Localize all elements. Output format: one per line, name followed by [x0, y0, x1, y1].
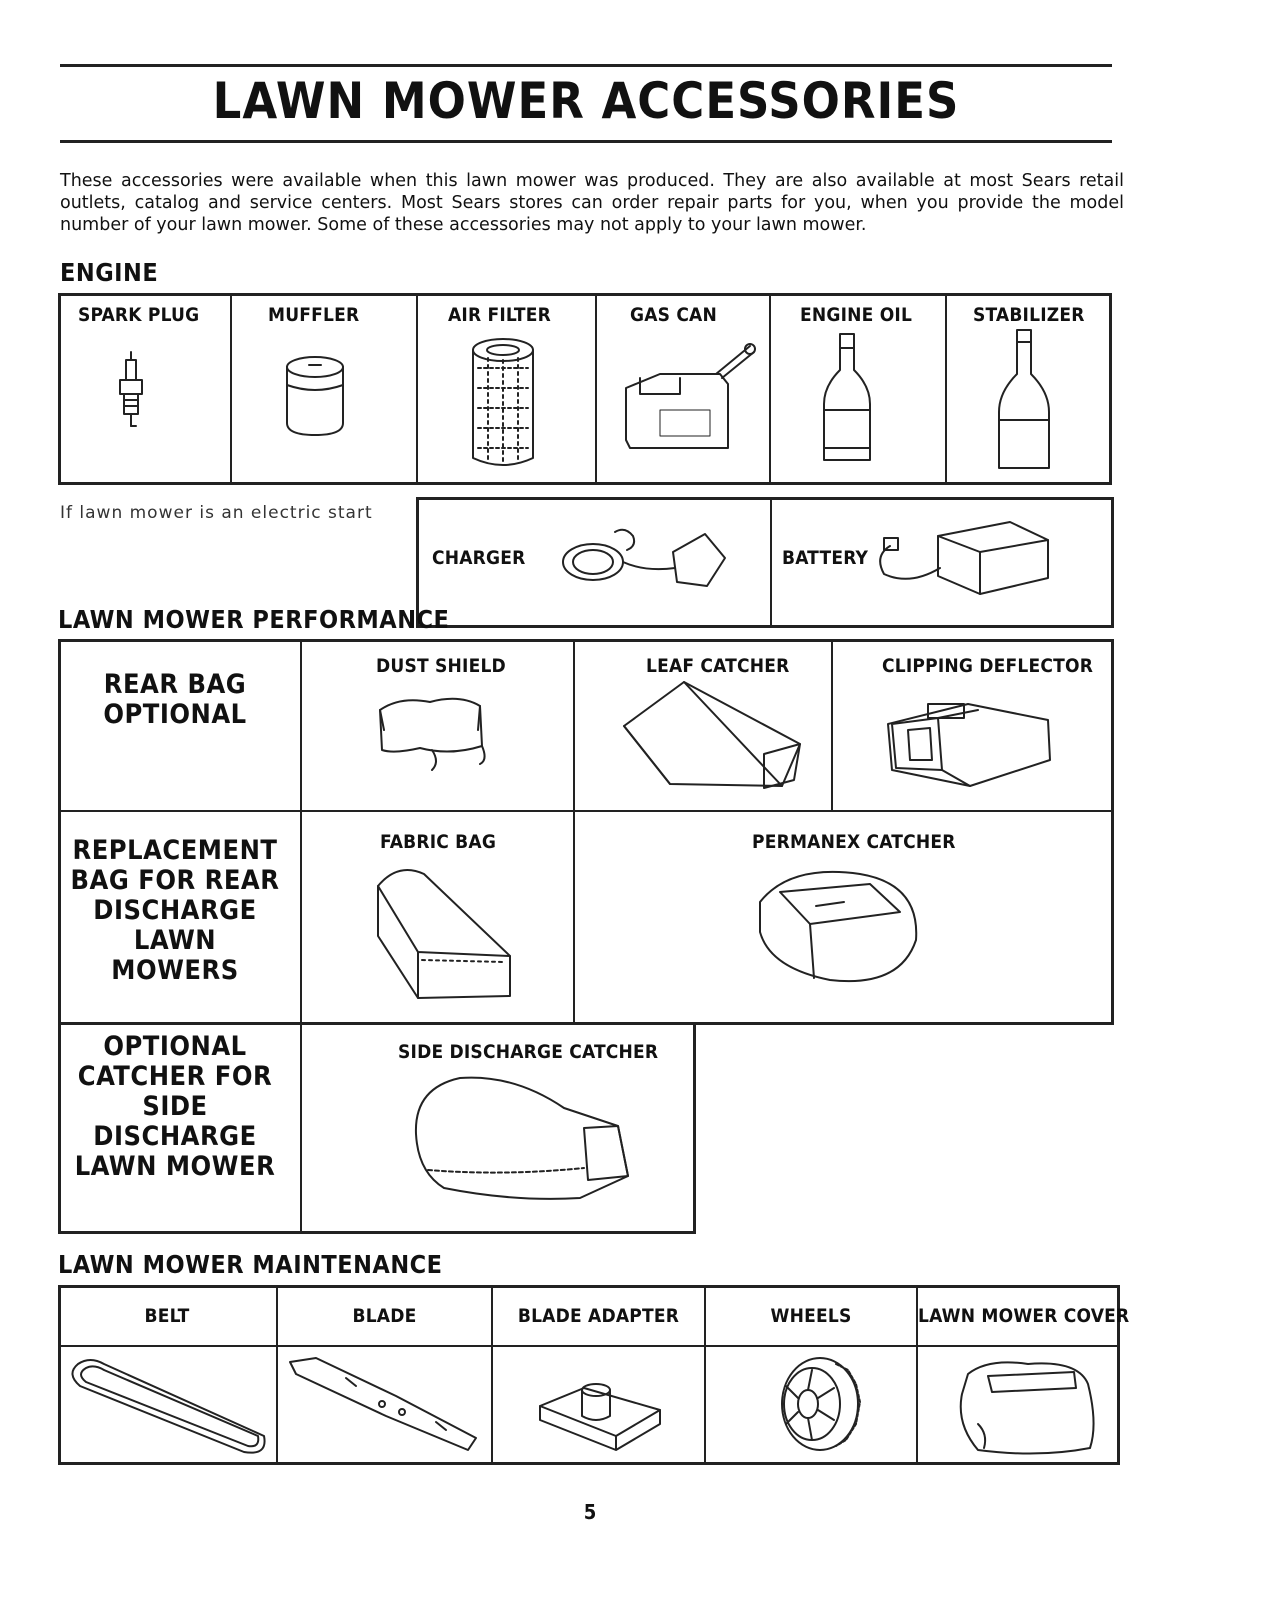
- side-discharge-catcher-label: [70, 1032, 280, 1182]
- muffler-icon: [283, 355, 353, 445]
- optional-line: OPTIONAL: [103, 699, 247, 730]
- spark-plug-icon: [116, 352, 156, 442]
- intro-paragraph: These accessories were available when this lawn mower was produced. They are also available at most Sears retail outlets, catalog and service centers. Most Sears stores can order repair parts for you, when you provide the model number of your lawn mower. Some of these accessories may not apply to your lawn mower.: [60, 171, 1124, 235]
- lawn-mower-cover-label: LAWN MOWER COVER: [918, 1305, 1130, 1327]
- engine-divider: [769, 293, 771, 485]
- fabric-bag-label: FABRIC BAG: [380, 831, 497, 853]
- clipping-deflector-icon: [878, 690, 1058, 800]
- permanex-catcher-label: PERMANEX CATCHER: [752, 831, 956, 853]
- maint-row-divider: [58, 1345, 1120, 1347]
- permanex-catcher-icon: [750, 858, 930, 998]
- engine-oil-label: ENGINE OIL: [800, 304, 913, 326]
- leaf-catcher-icon: [614, 676, 814, 796]
- dust-shield-label: DUST SHIELD: [376, 655, 506, 677]
- performance-heading: LAWN MOWER PERFORMANCE: [58, 605, 450, 634]
- electric-start-note: If lawn mower is an electric start: [60, 503, 373, 523]
- electric-divider: [770, 497, 772, 628]
- replacement-line: REPLACEMENT: [72, 835, 278, 866]
- bag-for-rear-line: BAG FOR REAR: [70, 865, 280, 896]
- engine-divider: [230, 293, 232, 485]
- perf-col-divider: [573, 639, 575, 1025]
- rear-bag-optional-label: [70, 670, 280, 730]
- battery-icon: [870, 516, 1060, 606]
- side-discharge-catcher-icon: [404, 1068, 644, 1218]
- perf-col-divider: [831, 639, 833, 812]
- stabilizer-bottle-icon: [995, 328, 1055, 472]
- charger-label: CHARGER: [432, 547, 526, 569]
- discharge-line: DISCHARGE: [93, 895, 257, 926]
- blade-label: BLADE: [352, 1305, 417, 1327]
- perf-row-divider: [58, 810, 1114, 812]
- blade-adapter-label: BLADE ADAPTER: [517, 1305, 680, 1327]
- replacement-bag-label: [70, 836, 280, 986]
- optional-line: OPTIONAL: [103, 1031, 247, 1062]
- air-filter-label: AIR FILTER: [448, 304, 551, 326]
- engine-divider: [595, 293, 597, 485]
- rear-bag-line: REAR BAG: [103, 669, 247, 700]
- wheels-label: WHEELS: [770, 1305, 852, 1327]
- engine-table: [58, 293, 1112, 485]
- battery-label: BATTERY: [782, 547, 869, 569]
- title-top-rule: [60, 64, 1112, 67]
- engine-divider: [945, 293, 947, 485]
- fabric-bag-icon: [364, 856, 524, 1006]
- lawn-mower-cover-icon: [948, 1354, 1108, 1456]
- gas-can-label: GAS CAN: [630, 304, 717, 326]
- blade-icon: [286, 1354, 486, 1454]
- lawn-mowers-line: LAWN MOWERS: [111, 925, 239, 986]
- belt-icon: [64, 1352, 274, 1458]
- air-filter-icon: [468, 338, 538, 478]
- muffler-label: MUFFLER: [268, 304, 360, 326]
- engine-heading: ENGINE: [60, 258, 159, 287]
- gas-can-icon: [620, 340, 760, 455]
- engine-oil-bottle-icon: [818, 330, 878, 470]
- spark-plug-label: SPARK PLUG: [78, 304, 200, 326]
- page-number: 5: [583, 1500, 597, 1524]
- side-discharge-line: SIDE DISCHARGE: [93, 1091, 257, 1152]
- title-bottom-rule: [60, 140, 1112, 143]
- wheel-icon: [776, 1354, 866, 1454]
- dust-shield-icon: [370, 690, 500, 780]
- lawn-mower-line: LAWN MOWER: [74, 1151, 276, 1182]
- page-title: LAWN MOWER ACCESSORIES: [212, 72, 960, 130]
- stabilizer-label: STABILIZER: [973, 304, 1085, 326]
- maintenance-heading: LAWN MOWER MAINTENANCE: [58, 1250, 443, 1279]
- belt-label: BELT: [144, 1305, 190, 1327]
- blade-adapter-icon: [536, 1380, 666, 1452]
- side-discharge-catcher-item-label: SIDE DISCHARGE CATCHER: [398, 1041, 659, 1063]
- perf-col-divider: [300, 639, 302, 1234]
- leaf-catcher-label: LEAF CATCHER: [646, 655, 790, 677]
- catcher-for-line: CATCHER FOR: [77, 1061, 273, 1092]
- charger-icon: [555, 522, 735, 602]
- engine-divider: [416, 293, 418, 485]
- clipping-deflector-label: CLIPPING DEFLECTOR: [882, 655, 1094, 677]
